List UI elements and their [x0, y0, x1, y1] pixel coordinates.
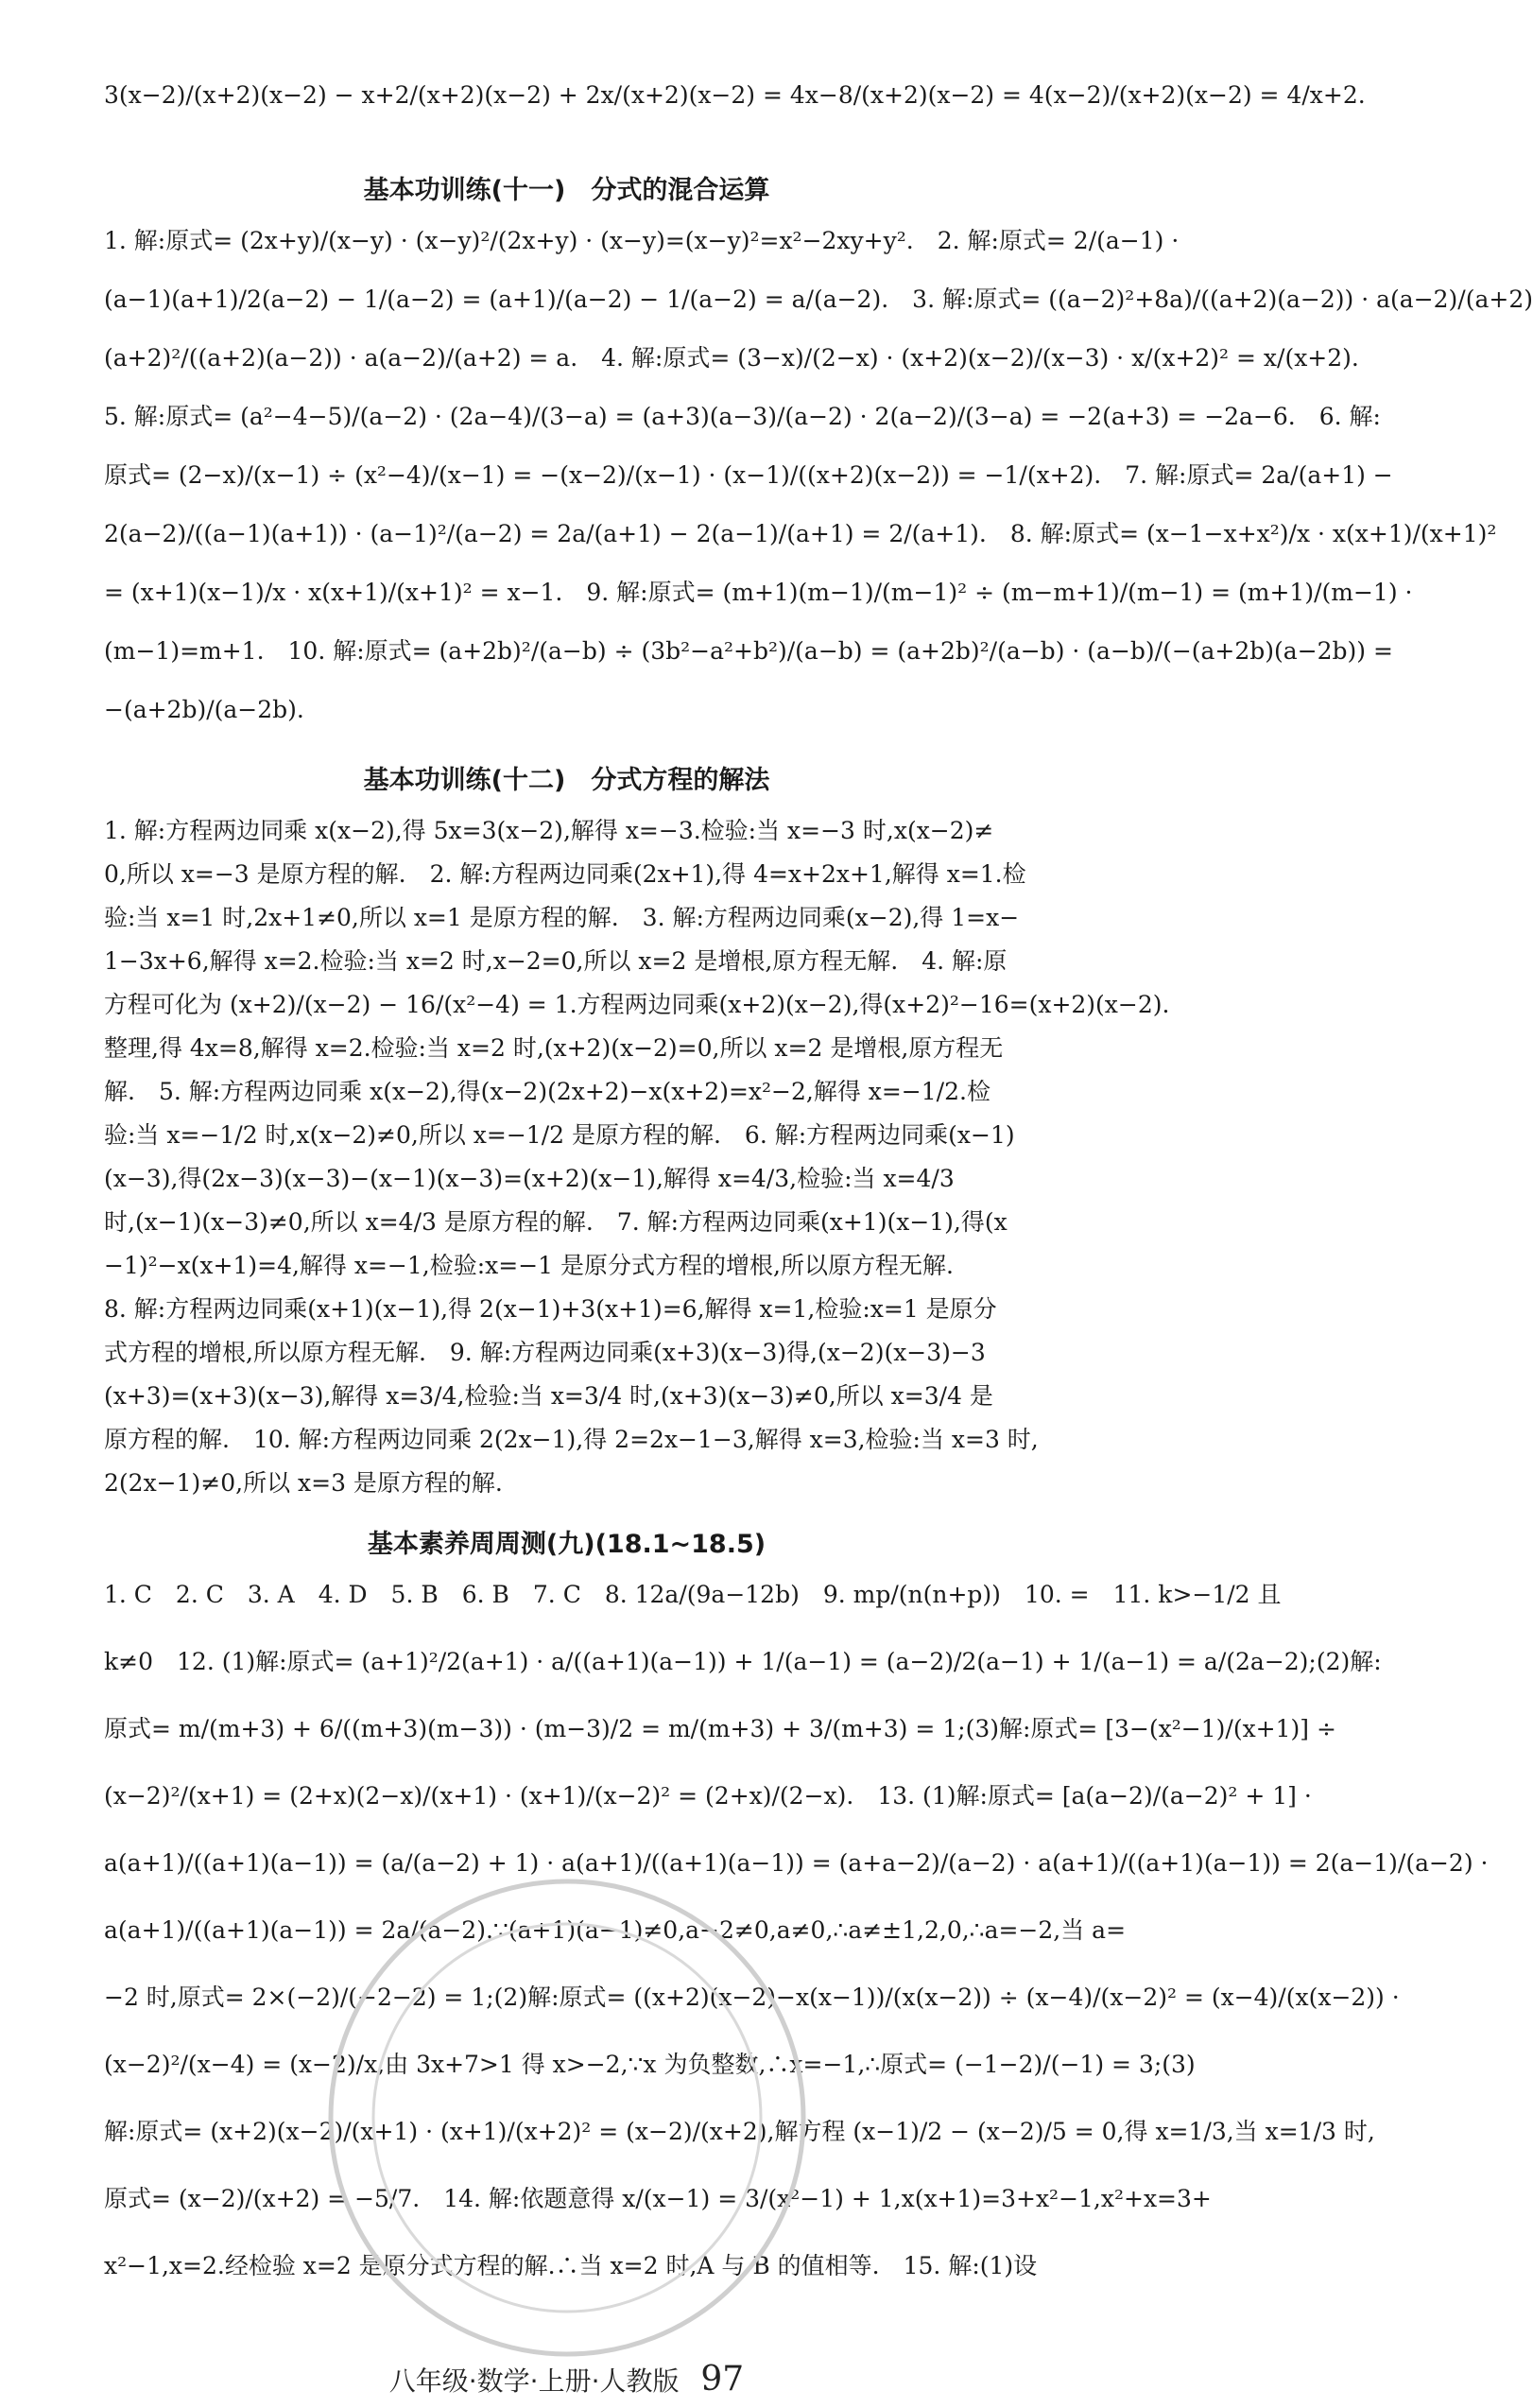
text-line: 解:原式= (x+2)(x−2)/(x+1) · (x+1)/(x+2)² = (x−2)/(x+2),解方程 (x−1)/2 − (x−2)/5 = 0,得 x=1/3,当 x=1/3 时, [104, 2118, 1375, 2145]
text-line: (m−1)=m+1. 10. 解:原式= (a+2b)²/(a−b) ÷ (3b²−a²+b²)/(a−b) = (a+2b)²/(a−b) · (a−b)/(−(a+2b)(a−2b)) = [104, 637, 1393, 665]
text-line: 解. 5. 解:方程两边同乘 x(x−2),得(x−2)(2x+2)−x(x+2)=x²−2,解得 x=−1/2.检 [104, 1078, 990, 1105]
page-footer [0, 2360, 1133, 2399]
section-12-title: 基本功训练(十二) 分式方程的解法 [363, 766, 770, 795]
text-line: 8. 解:方程两边同乘(x+1)(x−1),得 2(x−1)+3(x+1)=6,解得 x=1,检验:x=1 是原分 [104, 1295, 997, 1323]
text-line: 5. 解:原式= (a²−4−5)/(a−2) · (2a−4)/(3−a) = (a+3)(a−3)/(a−2) · 2(a−2)/(3−a) = −2(a+3) = −2a−6. 6. 解: [104, 403, 1381, 430]
text-line: (x−2)²/(x+1) = (2+x)(2−x)/(x+1) · (x+1)/(x−2)² = (2+x)/(2−x). 13. (1)解:原式= [a(a−2)/(a−2)² + 1] · [104, 1782, 1312, 1810]
text-line: 2(2x−1)≠0,所以 x=3 是原方程的解. [104, 1469, 503, 1497]
text-line: 1−3x+6,解得 x=2.检验:当 x=2 时,x−2=0,所以 x=2 是增根,原方程无解. 4. 解:原 [104, 947, 1008, 975]
text-line: −(a+2b)/(a−2b). [104, 696, 304, 723]
text-line: 时,(x−1)(x−3)≠0,所以 x=4/3 是原方程的解. 7. 解:方程两边同乘(x+1)(x−1),得(x [104, 1208, 1008, 1236]
text-line: (x−2)²/(x−4) = (x−2)/x,由 3x+7>1 得 x>−2,∵x 为负整数,∴x=−1,∴原式= (−1−2)/(−1) = 3;(3) [104, 2051, 1196, 2078]
text-line: a(a+1)/((a+1)(a−1)) = 2a/(a−2).∵(a+1)(a−1)≠0,a−2≠0,a≠0,∴a≠±1,2,0,∴a=−2,当 a= [104, 1916, 1127, 1944]
text-line: = (x+1)(x−1)/x · x(x+1)/(x+1)² = x−1. 9. 解:原式= (m+1)(m−1)/(m−1)² ÷ (m−m+1)/(m−1) = (m+1)/(m−1) · [104, 579, 1413, 606]
text-line: 验:当 x=1 时,2x+1≠0,所以 x=1 是原方程的解. 3. 解:方程两边同乘(x−2),得 1=x− [104, 904, 1020, 931]
text-line: (a+2)²/((a+2)(a−2)) · a(a−2)/(a+2) = a. 4. 解:原式= (3−x)/(2−x) · (x+2)(x−2)/(x−3) · x/(x+2)² = x/(x+2). [104, 344, 1359, 372]
text-line: 整理,得 4x=8,解得 x=2.检验:当 x=2 时,(x+2)(x−2)=0,所以 x=2 是增根,原方程无 [104, 1034, 1004, 1062]
text-line: x²−1,x=2.经检验 x=2 是原分式方程的解.∴当 x=2 时,A 与 B 的值相等. 15. 解:(1)设 [104, 2252, 1038, 2279]
text-line: 1. 解:方程两边同乘 x(x−2),得 5x=3(x−2),解得 x=−3.检验:当 x=−3 时,x(x−2)≠ [104, 817, 994, 844]
text-line: 原式= (2−x)/(x−1) ÷ (x²−4)/(x−1) = −(x−2)/(x−1) · (x−1)/((x+2)(x−2)) = −1/(x+2). 7. 解:原式= 2a/(a+1) − [104, 461, 1393, 489]
text-line: 原式= (x−2)/(x+2) = −5/7. 14. 解:依题意得 x/(x−1) = 3/(x²−1) + 1,x(x+1)=3+x²−1,x²+x=3+ [104, 2185, 1212, 2212]
section-9-title: 基本素养周周测(九)(18.1~18.5) [367, 1530, 766, 1559]
top-equation-line: 3(x−2)/(x+2)(x−2) − x+2/(x+2)(x−2) + 2x/(x+2)(x−2) = 4x−8/(x+2)(x−2) = 4(x−2)/(x+2)(x−2) = 4/x+2. [104, 81, 1366, 109]
text-line: (x+3)=(x+3)(x−3),解得 x=3/4,检验:当 x=3/4 时,(x+3)(x−3)≠0,所以 x=3/4 是 [104, 1382, 993, 1410]
text-line: 0,所以 x=−3 是原方程的解. 2. 解:方程两边同乘(2x+1),得 4=x+2x+1,解得 x=1.检 [104, 860, 1026, 888]
text-line: 式方程的增根,所以原方程无解. 9. 解:方程两边同乘(x+3)(x−3)得,(x−2)(x−3)−3 [104, 1339, 986, 1366]
text-line: (x−3),得(2x−3)(x−3)−(x−1)(x−3)=(x+2)(x−1),解得 x=4/3,检验:当 x=4/3 [104, 1165, 955, 1192]
text-line: 原方程的解. 10. 解:方程两边同乘 2(2x−1),得 2=2x−1−3,解得 x=3,检验:当 x=3 时, [104, 1426, 1039, 1453]
page-number: 97 [700, 2360, 745, 2399]
footer-label: 八年级·数学·上册·人教版 [388, 2365, 680, 2397]
text-line: 2(a−2)/((a−1)(a+1)) · (a−1)²/(a−2) = 2a/(a+1) − 2(a−1)/(a+1) = 2/(a+1). 8. 解:原式= (x−1−x+x²)/x · x(x+1)/(x+1)² [104, 520, 1497, 547]
text-line: (a−1)(a+1)/2(a−2) − 1/(a−2) = (a+1)/(a−2) − 1/(a−2) = a/(a−2). 3. 解:原式= ((a−2)²+8a)/((a+2)(a−2)) · a(a−2)/(a+2) [104, 286, 1533, 313]
text-line: −1)²−x(x+1)=4,解得 x=−1,检验:x=−1 是原分式方程的增根,所以原方程无解. [104, 1252, 954, 1279]
text-line: a(a+1)/((a+1)(a−1)) = (a/(a−2) + 1) · a(a+1)/((a+1)(a−1)) = (a+a−2)/(a−2) · a(a+1)/((a+1)(a−1)) = 2(a−1)/(a−2) · [104, 1849, 1489, 1877]
text-line: 原式= m/(m+3) + 6/((m+3)(m−3)) · (m−3)/2 = m/(m+3) + 3/(m+3) = 1;(3)解:原式= [3−(x²−1)/(x+1)] ÷ [104, 1715, 1336, 1742]
text-line: 验:当 x=−1/2 时,x(x−2)≠0,所以 x=−1/2 是原方程的解. 6. 解:方程两边同乘(x−1) [104, 1121, 1015, 1149]
text-line: −2 时,原式= 2×(−2)/(−2−2) = 1;(2)解:原式= ((x+2)(x−2)−x(x−1))/(x(x−2)) ÷ (x−4)/(x−2)² = (x−4)/(x(x−2)) · [104, 1984, 1400, 2011]
text-line: k≠0 12. (1)解:原式= (a+1)²/2(a+1) · a/((a+1)(a−1)) + 1/(a−1) = (a−2)/2(a−1) + 1/(a−1) = a/(2a−2);(2)解: [104, 1648, 1382, 1675]
text-line: 1. 解:原式= (2x+y)/(x−y) · (x−y)²/(2x+y) · (x−y)=(x−y)²=x²−2xy+y². 2. 解:原式= 2/(a−1) · [104, 227, 1180, 254]
text-line: 1. C 2. C 3. A 4. D 5. B 6. B 7. C 8. 12a/(9a−12b) 9. mp/(n(n+p)) 10. = 11. k>−1/2 且 [104, 1581, 1282, 1608]
text-line: 方程可化为 (x+2)/(x−2) − 16/(x²−4) = 1.方程两边同乘(x+2)(x−2),得(x+2)²−16=(x+2)(x−2). [104, 991, 1170, 1018]
section-11-title: 基本功训练(十一) 分式的混合运算 [363, 176, 770, 205]
